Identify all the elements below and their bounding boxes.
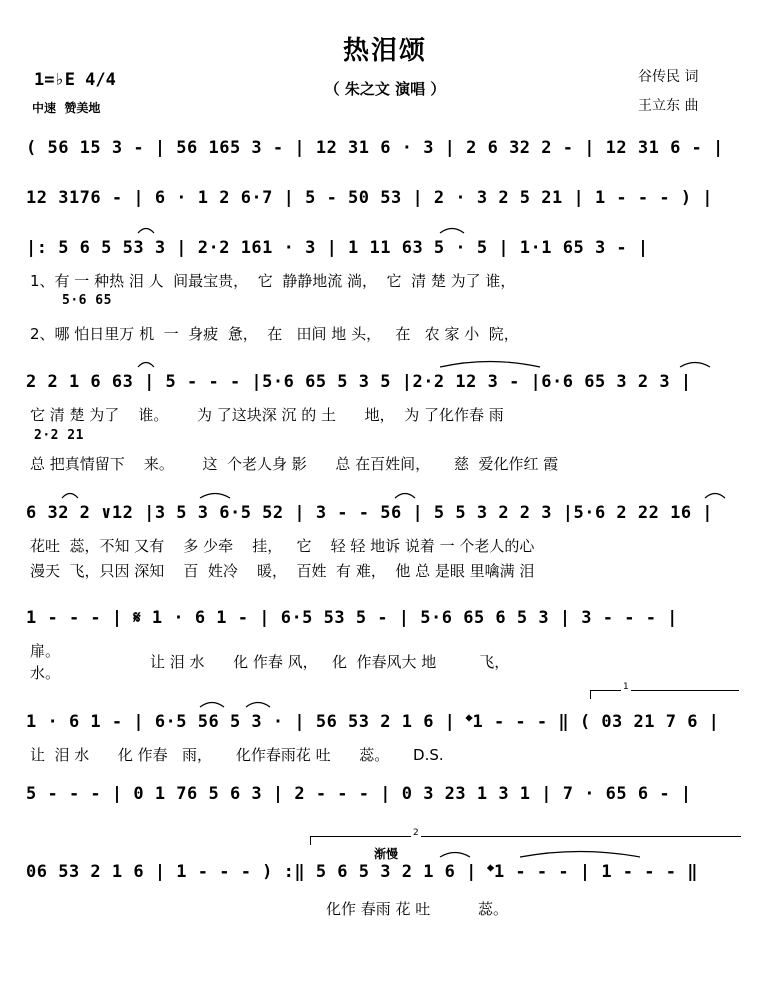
lyric-verse2-line5: 漫天 飞，只因 深知 百 姓冷 暖， 百姓 有 难， 他 总 是眼 里噙满 泪 [30,562,535,580]
lyricist-credit: 谷传民 词 [638,69,699,85]
slur-mark [440,362,540,368]
key-signature: 1=♭E 4/4 [34,70,116,90]
lyric-verse2-line3: 2、哪 怕日里万 机 一 身疲 惫， 在 田间 地 头， 在 农 家 小 院， [30,325,519,343]
music-line-8: 5 - - - | 0 1 76 5 6 3 | 2 - - - | 0 3 23 1 3 1 | 7 · 65 6 - | [26,784,692,804]
slur-mark [440,853,470,858]
lyric-line7: 让 泪 水 化 作春 雨， 化作春雨花 吐 蕊。 D.S. [30,746,444,764]
ornament-notes-line4: 2·2 21 [34,428,84,443]
lyric-line6-ending-a: 扉。 [30,642,61,660]
lyric-line9: 化作 春雨 花 吐 蕊。 [326,900,508,918]
music-line-1: ( 56 15 3 - | 56 165 3 - | 12 31 6 · 3 | 2 6 32 2 - | 12 31 6 - | [26,138,724,158]
lyric-line6: 让 泪 水 化 作春 风， 化 作春风大 地 飞， [150,653,510,671]
slur-mark [138,229,154,234]
lyric-verse1-line5: 花吐 蕊，不知 又有 多 少牵 挂， 它 轻 轻 地诉 说着 一 个老人的心 [30,537,535,555]
composer-credit: 王立东 曲 [638,98,699,114]
ornament-notes-line3: 5·6 65 [62,293,112,308]
slur-mark [395,494,415,499]
slur-mark [440,229,464,234]
slur-mark [680,363,710,368]
slur-mark [62,494,78,499]
volta-2-label: 2 [413,828,419,838]
music-line-6: 1 - - - | 𝄋 1 · 6 1 - | 6·5 53 5 - | 5·6 65 6 5 3 | 3 - - - | [26,608,678,628]
music-line-2: 12 3176 - | 6 · 1 2 6·7 | 5 - 50 53 | 2 · 3 2 5 21 | 1 - - - ) | [26,188,714,208]
slur-mark [520,852,640,858]
lyric-verse1-line4: 它 清 楚 为了 谁。 为 了这块深 沉 的 土 地， 为 了化作春 雨 [30,406,504,424]
music-line-9: 06 53 2 1 6 | 1 - - - ) :‖ 5 6 5 3 2 1 6 | 𝄌1 - - - | 1 - - - ‖ [26,862,698,882]
volta-1-label: 1 [623,682,629,692]
slur-mark [246,703,270,708]
singer-credit: （ 朱之文 演唱 ） [324,80,446,98]
tempo-marking: 中速 赞美地 [32,101,101,115]
music-line-3: |: 5 6 5 53 3 | 2·2 161 · 3 | 1 11 63 5 · 5 | 1·1 65 3 - | [26,238,649,258]
slur-mark [200,703,224,708]
ritardando-marking: 渐慢 [374,847,399,861]
lyric-line6-ending-b: 水。 [30,664,61,682]
music-line-5: 6 32 2 ∨12 |3 5 3 6·5 52 | 3 - - 56 | 5 5 3 2 2 3 |5·6 2 22 16 | [26,503,714,523]
slur-mark [200,494,230,499]
song-title: 热泪颂 [342,36,427,66]
lyric-verse1-line3: 1、有 一 种热 泪 人 间最宝贵， 它 静静地流 淌， 它 清 楚 为了 谁， [30,272,516,290]
music-line-4: 2 2 1 6 63 | 5 - - - |5·6 65 5 3 5 |2·2 12 3 - |6·6 65 3 2 3 | [26,372,692,392]
lyric-verse2-line4: 总 把真情留下 来。 这 个老人身 影 总 在百姓间， 慈 爱化作红 霞 [30,455,559,473]
music-line-7: 1 · 6 1 - | 6·5 56 5 3 · | 56 53 2 1 6 | 𝄌1 - - - ‖ ( 03 21 7 6 | [26,712,720,732]
slur-mark [138,363,154,368]
slur-mark [705,494,725,499]
